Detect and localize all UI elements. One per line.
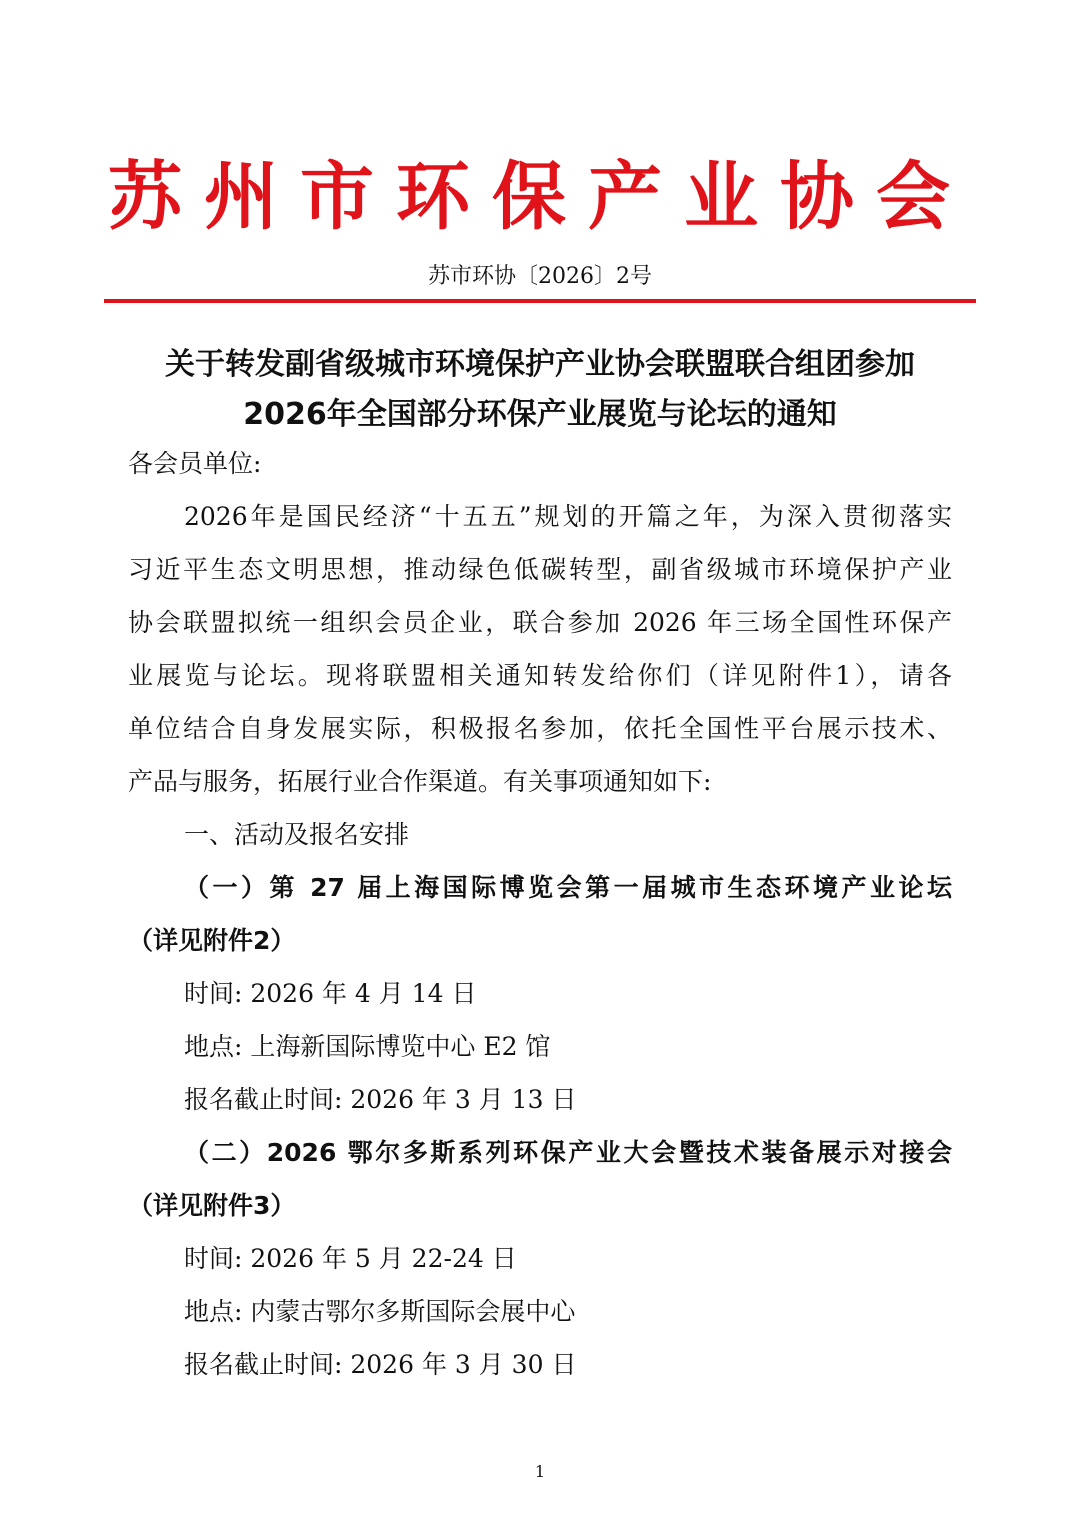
event-deadline: 报名截止时间: 2026 年 3 月 13 日	[184, 1085, 577, 1114]
intro-line: 习近平生态文明思想，推动绿色低碳转型，副省级城市环境保护产业	[128, 555, 952, 584]
intro-line: 业展览与论坛。现将联盟相关通知转发给你们（详见附件1），请各	[128, 661, 952, 690]
event-location: 地点: 内蒙古鄂尔多斯国际会展中心	[184, 1297, 576, 1326]
salutation: 各会员单位:	[128, 449, 262, 478]
event-title: （二）2026 鄂尔多斯系列环保产业大会暨技术装备展示对接会	[184, 1138, 952, 1167]
document-title-line-2: 2026年全国部分环保产业展览与论坛的通知	[243, 397, 837, 432]
event-title-attachment: （详见附件2）	[128, 926, 296, 955]
document-number: 苏市环协〔2026〕2号	[428, 264, 652, 289]
event-time: 时间: 2026 年 4 月 14 日	[184, 979, 477, 1008]
intro-line: 产品与服务，拓展行业合作渠道。有关事项通知如下:	[128, 767, 712, 796]
org-name-header: 苏州市环保产业协会	[108, 154, 972, 240]
page-number: 1	[534, 1462, 546, 1481]
red-divider-line	[104, 299, 976, 303]
document-title-line-1: 关于转发副省级城市环境保护产业协会联盟联合组团参加	[165, 347, 915, 382]
event-title: （一）第 27 届上海国际博览会第一届城市生态环境产业论坛	[184, 873, 952, 902]
event-deadline: 报名截止时间: 2026 年 3 月 30 日	[184, 1350, 577, 1379]
intro-line: 单位结合自身发展实际，积极报名参加，依托全国性平台展示技术、	[128, 714, 952, 743]
event-title-attachment: （详见附件3）	[128, 1191, 296, 1220]
event-location: 地点: 上海新国际博览中心 E2 馆	[184, 1032, 551, 1061]
event-time: 时间: 2026 年 5 月 22-24 日	[184, 1244, 517, 1273]
intro-line: 协会联盟拟统一组织会员企业，联合参加 2026 年三场全国性环保产	[128, 608, 952, 637]
intro-line: 2026年是国民经济“十五五”规划的开篇之年，为深入贯彻落实	[184, 502, 952, 531]
section-heading: 一、活动及报名安排	[184, 820, 410, 849]
